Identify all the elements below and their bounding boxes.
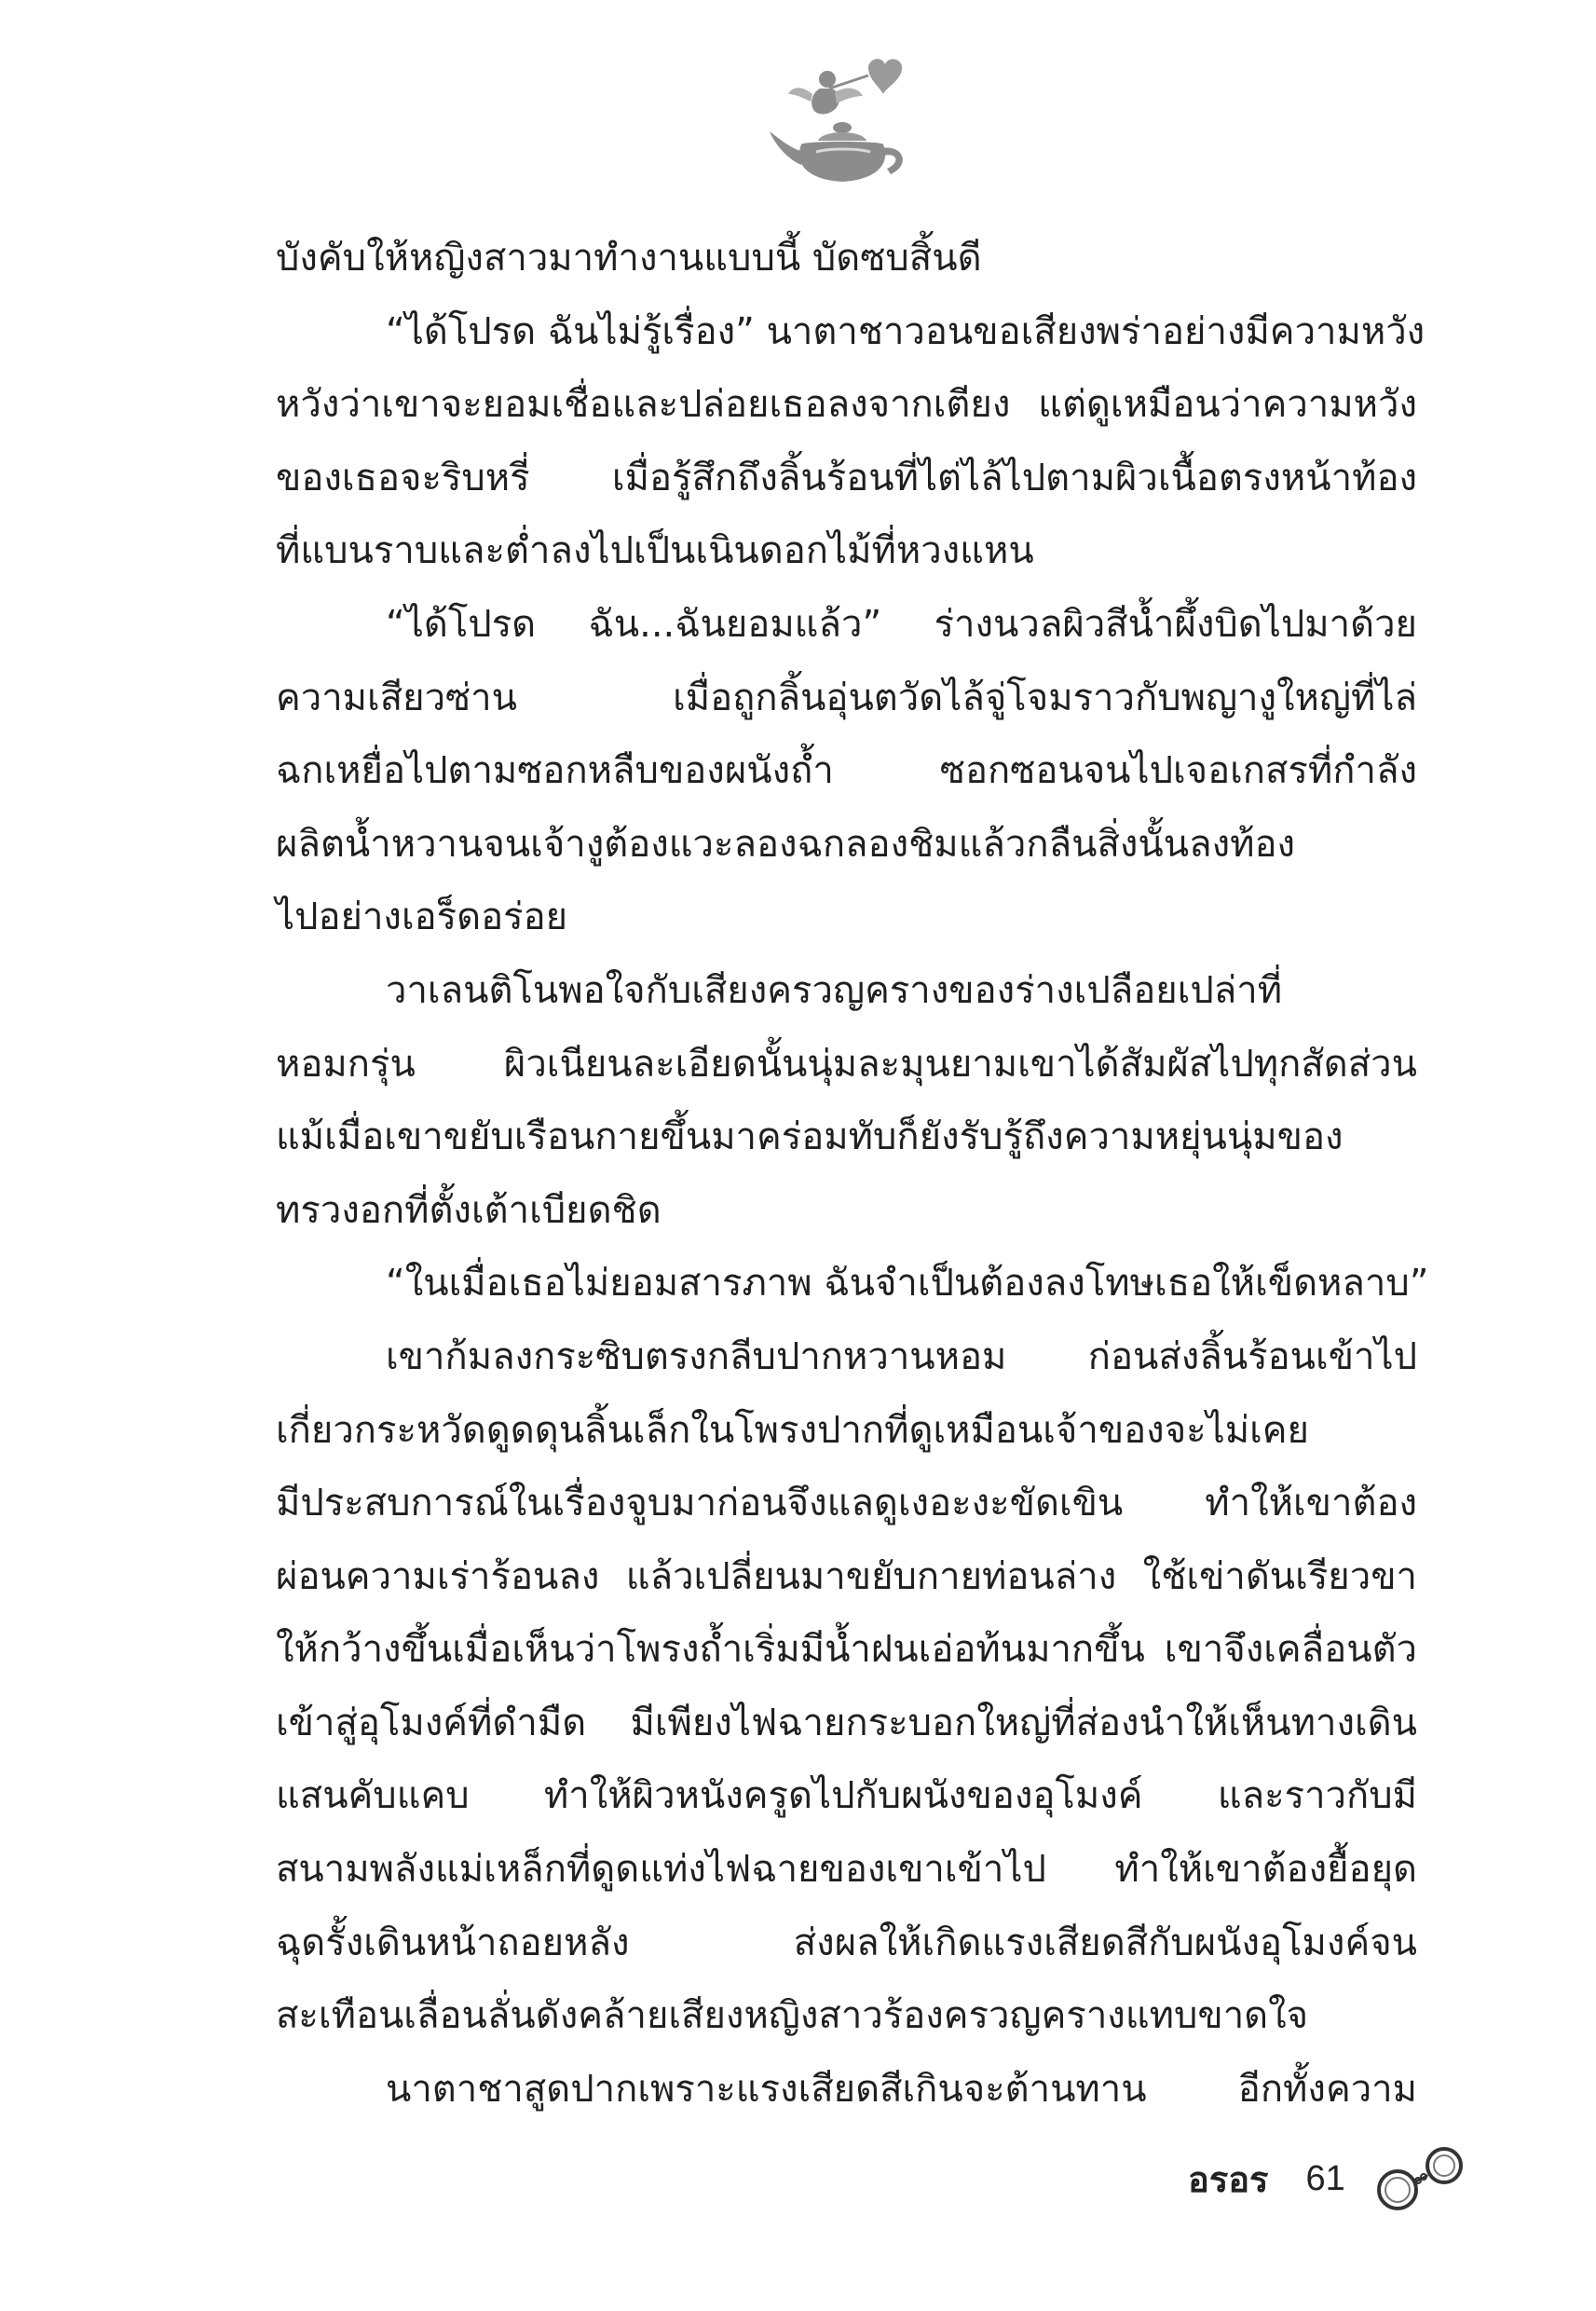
text-line: ไปอย่างเอร็ดอร่อย	[276, 896, 568, 939]
page-number: 61	[1305, 2158, 1345, 2198]
text-line: ความเสียวซ่าน เมื่อถูกลิ้นอุ่นตวัดไล้จู่โจมราวกับพญางูใหญ่ที่ไล่	[276, 676, 1417, 719]
text-line: หอมกรุ่น ผิวเนียนละเอียดนั้นนุ่มละมุนยามเขาได้สัมผัสไปทุกสัดส่วน	[276, 1042, 1417, 1086]
text-line: “ได้โปรด ฉันไม่รู้เรื่อง” นาตาชาวอนขอเสียงพร่าอย่างมีความหวัง	[386, 309, 1425, 353]
text-line: ของเธอจะริบหรี่ เมื่อรู้สึกถึงลิ้นร้อนที่ไต่ไล้ไปตามผิวเนื้อตรงหน้าท้อง	[276, 456, 1417, 499]
running-footer-title: อรอร	[1188, 2158, 1269, 2200]
text-line: แม้เมื่อเขาขยับเรือนกายขึ้นมาคร่อมทับก็ยังรับรู้ถึงความหยุ่นนุ่มของ	[276, 1115, 1344, 1159]
text-line: บังคับให้หญิงสาวมาทำงานแบบนี้ บัดซบสิ้นดี	[276, 237, 982, 280]
text-line: หวังว่าเขาจะยอมเชื่อและปล่อยเธอลงจากเตียง แต่ดูเหมือนว่าความหวัง	[276, 383, 1417, 427]
page-footer	[1188, 2151, 1472, 2207]
text-line: มีประสบการณ์ในเรื่องจูบมาก่อนจึงแลดูเงอะงะขัดเขิน ทำให้เขาต้อง	[276, 1482, 1417, 1525]
text-line: ให้กว้างขึ้นเมื่อเห็นว่าโพรงถ้ำเริ่มมีน้ำฝนเอ่อท้นมากขึ้น เขาจึงเคลื่อนตัว	[276, 1628, 1417, 1672]
text-line: ฉุดรั้งเดินหน้าถอยหลัง ส่งผลให้เกิดแรงเสียดสีกับผนังอุโมงค์จน	[276, 1921, 1417, 1964]
text-line: “ในเมื่อเธอไม่ยอมสารภาพ ฉันจำเป็นต้องลงโทษเธอให้เข็ดหลาบ”	[386, 1262, 1429, 1306]
text-line: ผลิตน้ำหวานจนเจ้างูต้องแวะลองฉกลองชิมแล้วกลืนสิ่งนั้นลงท้อง	[276, 822, 1296, 866]
text-line: ทรวงอกที่ตั้งเต้าเบียดชิด	[276, 1188, 662, 1232]
text-line: วาเลนติโนพอใจกับเสียงครวญครางของร่างเปลือยเปล่าที่	[386, 968, 1283, 1012]
text-line: แสนคับแคบ ทำให้ผิวหนังครูดไปกับผนังของอุโมงค์ และราวกับมี	[276, 1774, 1417, 1818]
handcuffs-ornament-icon	[1370, 2141, 1472, 2216]
text-line: เข้าสู่อุโมงค์ที่ดำมืด มีเพียงไฟฉายกระบอกใหญ่ที่ส่องนำให้เห็นทางเดิน	[276, 1701, 1417, 1744]
text-line: สนามพลังแม่เหล็กที่ดูดแท่งไฟฉายของเขาเข้าไป ทำให้เขาต้องยื้อยุด	[276, 1848, 1417, 1892]
text-line: ผ่อนความเร่าร้อนลง แล้วเปลี่ยนมาขยับกายท่อนล่าง ใช้เข่าดันเรียวขา	[276, 1554, 1417, 1598]
text-line: “ได้โปรด ฉัน...ฉันยอมแล้ว” ร่างนวลผิวสีน้ำผึ้งบิดไปมาด้วย	[386, 602, 1417, 646]
text-line: นาตาชาสูดปากเพราะแรงเสียดสีเกินจะต้านทาน อีกทั้งความ	[386, 2067, 1417, 2111]
body-text	[276, 222, 1429, 2126]
text-line: ฉกเหยื่อไปตามซอกหลืบของผนังถ้ำ ซอกซอนจนไปเจอเกสรที่กำลัง	[276, 749, 1417, 793]
text-line: เกี่ยวกระหวัดดูดดุนลิ้นเล็กในโพรงปากที่ดูเหมือนเจ้าของจะไม่เคย	[276, 1408, 1309, 1452]
text-line: สะเทือนเลื่อนลั่นดังคล้ายเสียงหญิงสาวร้องครวญครางแทบขาดใจ	[276, 1994, 1309, 2038]
text-line: เขาก้มลงกระซิบตรงกลีบปากหวานหอม ก่อนส่งลิ้นร้อนเข้าไป	[386, 1334, 1417, 1378]
teapot-cupid-ornament-icon	[764, 51, 922, 191]
text-line: ที่แบนราบและต่ำลงไปเป็นเนินดอกไม้ที่หวงแหน	[276, 529, 1034, 573]
